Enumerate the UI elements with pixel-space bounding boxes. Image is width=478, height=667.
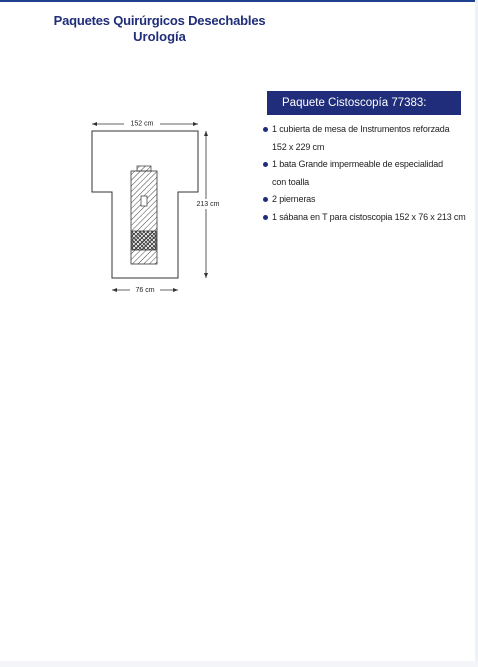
list-item	[262, 121, 474, 156]
list-item	[262, 209, 474, 227]
item-text: 1 bata Grande impermeable de especialidad	[272, 159, 443, 169]
bullet-icon	[263, 197, 268, 202]
drape-top-tab	[137, 166, 151, 171]
title-line-1: Paquetes Quirúrgicos Desechables	[53, 13, 266, 28]
bottom-arrow-right	[173, 288, 178, 292]
package-header: Paquete Cistoscopía 77383:	[267, 91, 461, 115]
height-arrow-top	[204, 131, 208, 136]
item-text: 2 pierneras	[272, 194, 316, 204]
list-item	[262, 156, 474, 191]
bottom-band	[0, 661, 478, 667]
drape-crosshatch-pad	[132, 231, 156, 250]
width-arrow-right	[193, 122, 198, 126]
height-label: 213 cm	[196, 201, 220, 208]
item-text: 1 cubierta de mesa de Instrumentos reforzada	[272, 124, 450, 134]
list-item	[262, 191, 474, 209]
item-text-continued: 152 x 229 cm	[272, 141, 325, 152]
package-item-list	[262, 121, 474, 226]
bottom-arrow-left	[112, 288, 117, 292]
height-arrow-bottom	[204, 273, 208, 278]
bullet-icon	[263, 215, 268, 220]
item-text-continued: con toalla	[272, 176, 310, 187]
title-line-2: Urología	[133, 29, 186, 44]
drape-small-opening	[141, 196, 147, 206]
item-text: 1 sábana en T para cistoscopia 152 x 76 x 213 cm	[272, 211, 466, 222]
width-label: 152 cm	[130, 120, 154, 128]
bullet-icon	[263, 127, 268, 132]
width-arrow-left	[92, 122, 97, 126]
bullet-icon	[263, 162, 268, 167]
bottom-label: 76 cm	[135, 287, 155, 294]
